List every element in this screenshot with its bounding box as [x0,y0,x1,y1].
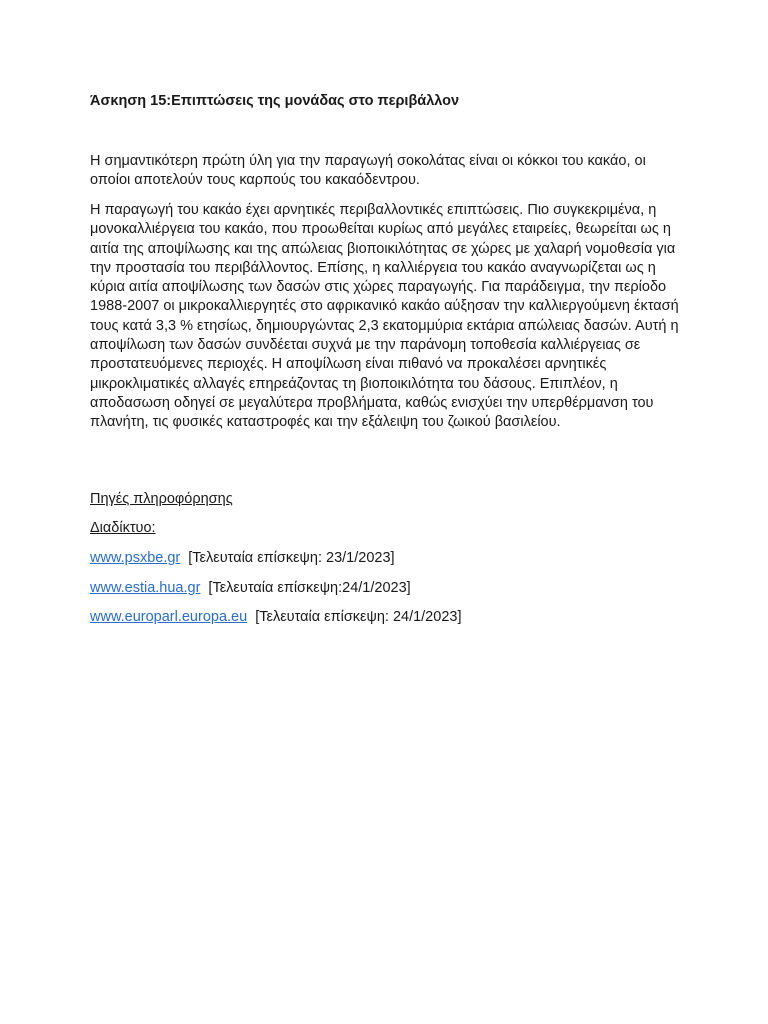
source-link-psxbe[interactable]: www.psxbe.gr [90,550,181,566]
paragraph-intro: Η σημαντικότερη πρώτη ύλη για την παραγωγή σοκολάτας είναι οι κόκκοι του κακάο, οι οποίοι αποτελούν τους καρπούς του κακαόδεντρου. [90,153,646,189]
sources-heading: Πηγές πληροφόρησης [90,491,233,507]
source-item [90,609,461,625]
source-link-estia[interactable]: www.estia.hua.gr [90,580,201,596]
source-link-europarl[interactable]: www.europarl.europa.eu [90,609,248,625]
document-title: Άσκηση 15:Επιπτώσεις της μονάδας στο περιβάλλον [90,93,460,109]
source-last-visit: [Τελευταία επίσκεψη: 24/1/2023] [255,609,462,625]
source-last-visit: [Τελευταία επίσκεψη:24/1/2023] [208,580,411,596]
source-item [90,580,411,596]
internet-label: Διαδίκτυο: [90,520,156,536]
source-last-visit: [Τελευταία επίσκεψη: 23/1/2023] [188,550,395,566]
paragraph-impacts: Η παραγωγή του κακάο έχει αρνητικές περιβαλλοντικές επιπτώσεις. Πιο συγκεκριμένα, η μονοκαλλιέργεια του κακάο, που προωθείται κυρίως από μεγάλες εταιρείες, θεωρείται ως η αιτία της αποψίλωσης και της απώλειας βιοποικιλότητας σε χώρες με χαλαρή νομοθεσία για την προστασία του περιβάλλοντος. Επίσης, η καλλιέργεια του κακάο αναγνωρίζεται ως η κύρια αιτία αποψίλωσης των δασών στις χώρες παραγωγής. Για παράδειγμα, την περίοδο 1988-2007 οι μικροκαλλιεργητές στο αφρικανικό κακάο αύξησαν την καλλιεργούμενη έκτασή τους κατά 3,3 % ετησίως, δημιουργώντας 2,3 εκατομμύρια εκτάρια απώλειας δασών. Αυτή η αποψίλωση των δασών συνδέεται συχνά με την παράνομη τοποθεσία καλλιέργειας σε προστατευόμενες περιοχές. Η αποψίλωση είναι πιθανό να προκαλέσει αρνητικές μικροκλιματικές αλλαγές επηρεάζοντας τη βιοποικιλότητα του δάσους. Επιπλέον, η αποδασωση οδηγεί σε μεγαλύτερα προβλήματα, καθώς ενισχύει την υπερθέρμανση του πλανήτη, τις φυσικές καταστροφές και την εξάλειψη του ζωικού βασιλείου. [90,202,679,431]
source-item [90,550,395,566]
